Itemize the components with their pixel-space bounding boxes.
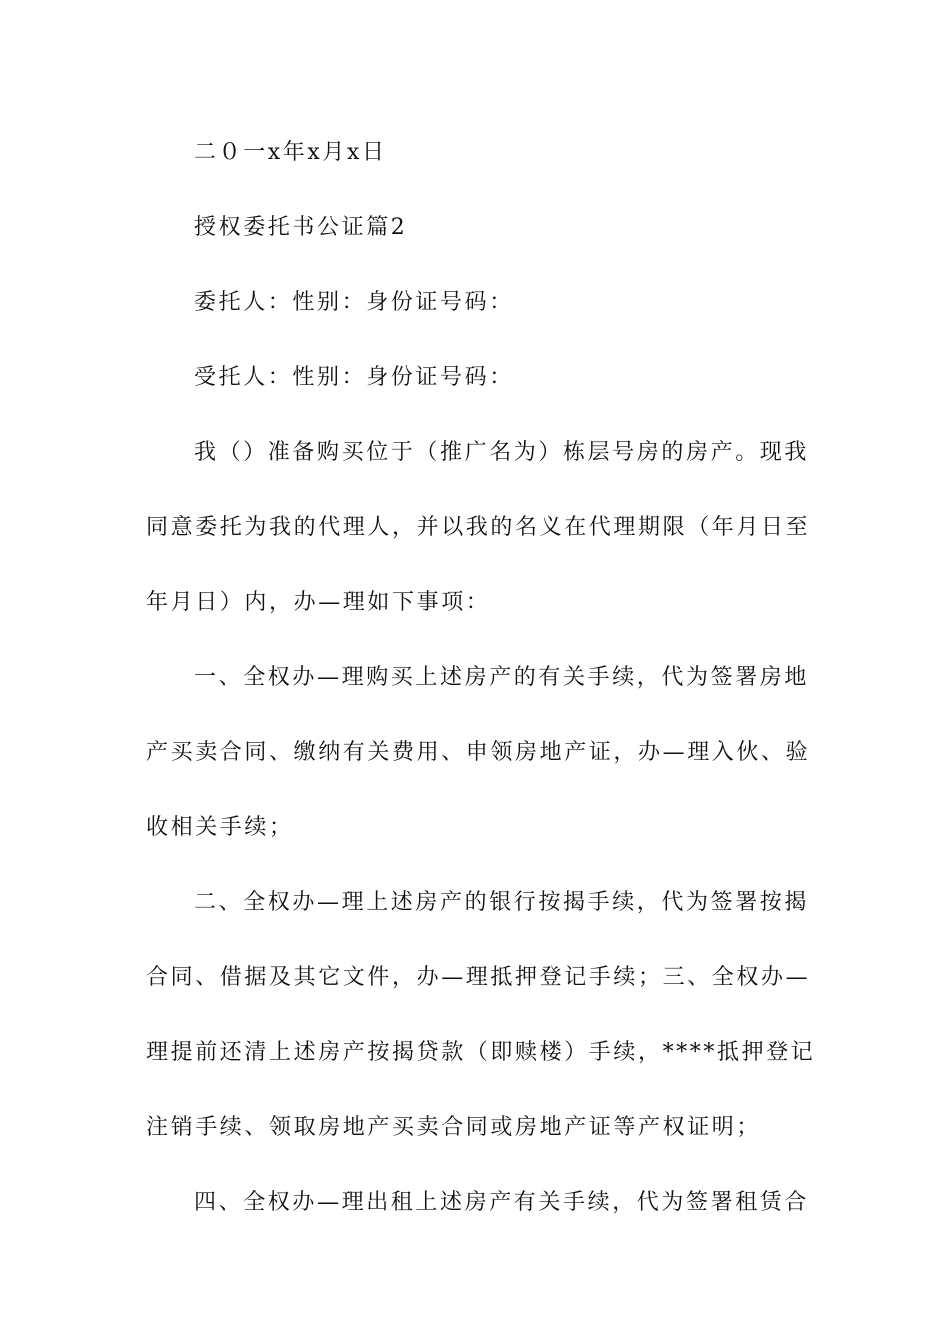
item-1-line-2: 产买卖合同、缴纳有关费用、申领房地产证，办—理入伙、验 bbox=[146, 740, 811, 765]
intro-line-2: 同意委托为我的代理人，并以我的名义在代理期限（年月日至 bbox=[146, 515, 811, 540]
intro-paragraph bbox=[146, 415, 811, 640]
item-2-line-2: 合同、借据及其它文件，办—理抵押登记手续；三、全权办— bbox=[146, 965, 811, 990]
date-line: 二０一x年x月x日 bbox=[194, 140, 387, 165]
intro-line-1: 我（）准备购买位于（推广名为）栋层号房的房产。现我 bbox=[194, 440, 810, 465]
principal-line: 委托人：性别：身份证号码： bbox=[194, 290, 514, 315]
item-2-line-1: 二、全权办—理上述房产的银行按揭手续，代为签署按揭 bbox=[194, 890, 810, 915]
item-4-paragraph bbox=[146, 1165, 810, 1240]
section-heading: 授权委托书公证篇2 bbox=[194, 215, 408, 240]
item-4-line-1: 四、全权办—理出租上述房产有关手续，代为签署租赁合 bbox=[194, 1190, 810, 1215]
item-1-paragraph bbox=[146, 640, 811, 865]
item-2-line-4: 注销手续、领取房地产买卖合同或房地产证等产权证明； bbox=[146, 1115, 762, 1140]
item-1-line-1: 一、全权办—理购买上述房产的有关手续，代为签署房地 bbox=[194, 665, 810, 690]
item-1-line-3: 收相关手续； bbox=[146, 815, 294, 840]
intro-line-3: 年月日）内，办—理如下事项： bbox=[146, 590, 491, 615]
item-2-line-3: 理提前还清上述房产按揭贷款（即赎楼）手续，****抵押登记 bbox=[146, 1040, 816, 1065]
item-2-paragraph bbox=[146, 865, 816, 1165]
agent-line: 受托人：性别：身份证号码： bbox=[194, 365, 514, 390]
